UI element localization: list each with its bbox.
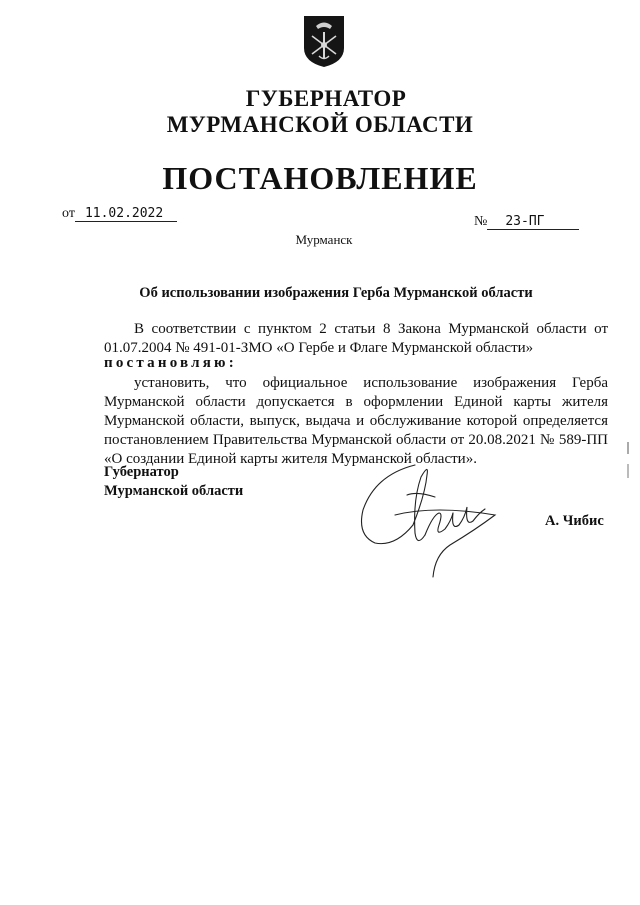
body-paragraph-1: В соответствии с пунктом 2 статьи 8 Закона Мурманской области от 01.07.2004 № 491-01-ЗМО «О Гербе и Флаге Мурманской области»: [104, 321, 608, 356]
body-paragraph-2: установить, что официальное использование изображения Герба Мурманской области допускается в оформлении Единой карты жителя Мурманской области, выпуск, выдача и обслуживание которой определяется постановлением Правительства Мурманской области от 20.08.2021 № 589-ПП «О создании Единой карты жителя Мурманской области».: [104, 375, 608, 467]
document-number: 23-ПГ: [487, 215, 579, 230]
number-row: [474, 214, 579, 230]
coat-of-arms-icon: [302, 14, 346, 68]
signatory-title-line-2: Мурманской области: [104, 483, 244, 499]
date-row: [62, 206, 177, 222]
signer-name: А. Чибис: [545, 513, 604, 529]
signatory-title-line-1: Губернатор: [104, 464, 179, 480]
document-date: 11.02.2022: [75, 207, 177, 222]
handwritten-signature: [355, 455, 505, 580]
authority-line-1: ГУБЕРНАТОР: [245, 86, 407, 111]
document-type-title: ПОСТАНОВЛЕНИЕ: [162, 160, 478, 196]
city-label: Мурманск: [295, 232, 353, 247]
date-prefix: от: [62, 206, 75, 221]
resolve-word: постановляю:: [104, 355, 237, 371]
authority-line-2: МУРМАНСКОЙ ОБЛАСТИ: [166, 112, 474, 137]
document-subject: Об использовании изображения Герба Мурманской области: [139, 285, 533, 301]
number-prefix: №: [474, 214, 488, 229]
scan-margin-mark: [626, 440, 631, 480]
signatory-title: [104, 463, 243, 501]
